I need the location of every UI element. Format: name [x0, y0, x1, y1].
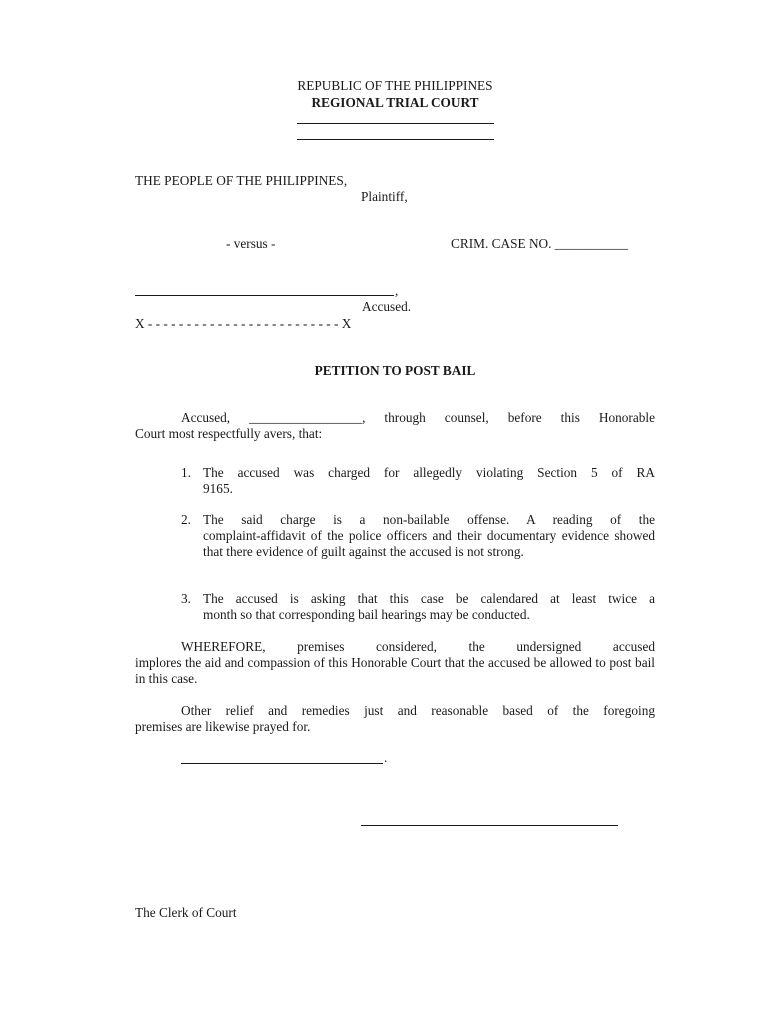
petition-title: PETITION TO POST BAIL [314, 363, 476, 378]
place-date-period: . [384, 750, 388, 765]
republic-heading: REPUBLIC OF THE PHILIPPINES [297, 78, 493, 93]
intro-line-1: Accused, _________________, through counsel, before this Honorable [181, 410, 655, 425]
item-3-number: 3. [181, 591, 191, 606]
wherefore-rest: implores the aid and compassion of this Honorable Court that the accused be allowed to post bail in this case. [135, 655, 655, 686]
case-number-label: CRIM. CASE NO. ___________ [451, 236, 628, 251]
other-relief-line-2: premises are likewise prayed for. [135, 719, 311, 734]
clerk-of-court-label: The Clerk of Court [135, 905, 237, 920]
plaintiff-name: THE PEOPLE OF THE PHILIPPINES, [135, 173, 348, 188]
item-3-first-line: The accused is asking that this case be calendared at least twice a [203, 591, 655, 606]
intro-line-2: Court most respectfully avers, that: [135, 426, 323, 441]
item-2-first-line: The said charge is a non-bailable offense. A reading of the [203, 512, 655, 527]
accused-name-blank-line [135, 295, 394, 296]
accused-role: Accused. [362, 299, 412, 314]
other-relief-line-1: Other relief and remedies just and reasonable based of the foregoing [181, 703, 655, 718]
item-1-rest: 9165. [203, 481, 233, 496]
signature-blank-line [361, 825, 618, 826]
item-1-number: 1. [181, 465, 191, 480]
accused-comma: , [395, 283, 399, 298]
item-1-first-line: The accused was charged for allegedly violating Section 5 of RA [203, 465, 655, 480]
branch-blank-line [297, 123, 494, 124]
item-2-number: 2. [181, 512, 191, 527]
plaintiff-role: Plaintiff, [361, 189, 408, 204]
item-3-rest: month so that corresponding bail hearings may be conducted. [203, 607, 530, 622]
item-2-rest: complaint-affidavit of the police officers and their documentary evidence showed that there evidence of guilt against the accused is not strong. [203, 528, 655, 559]
place-date-blank-line [181, 763, 383, 764]
versus-label: - versus - [226, 236, 276, 251]
court-heading: REGIONAL TRIAL COURT [311, 95, 479, 110]
location-blank-line [297, 139, 494, 140]
caption-separator: X - - - - - - - - - - - - - - - - - - - - - - - - - X [135, 316, 352, 331]
wherefore-line-1: WHEREFORE, premises considered, the undersigned accused [181, 639, 655, 654]
